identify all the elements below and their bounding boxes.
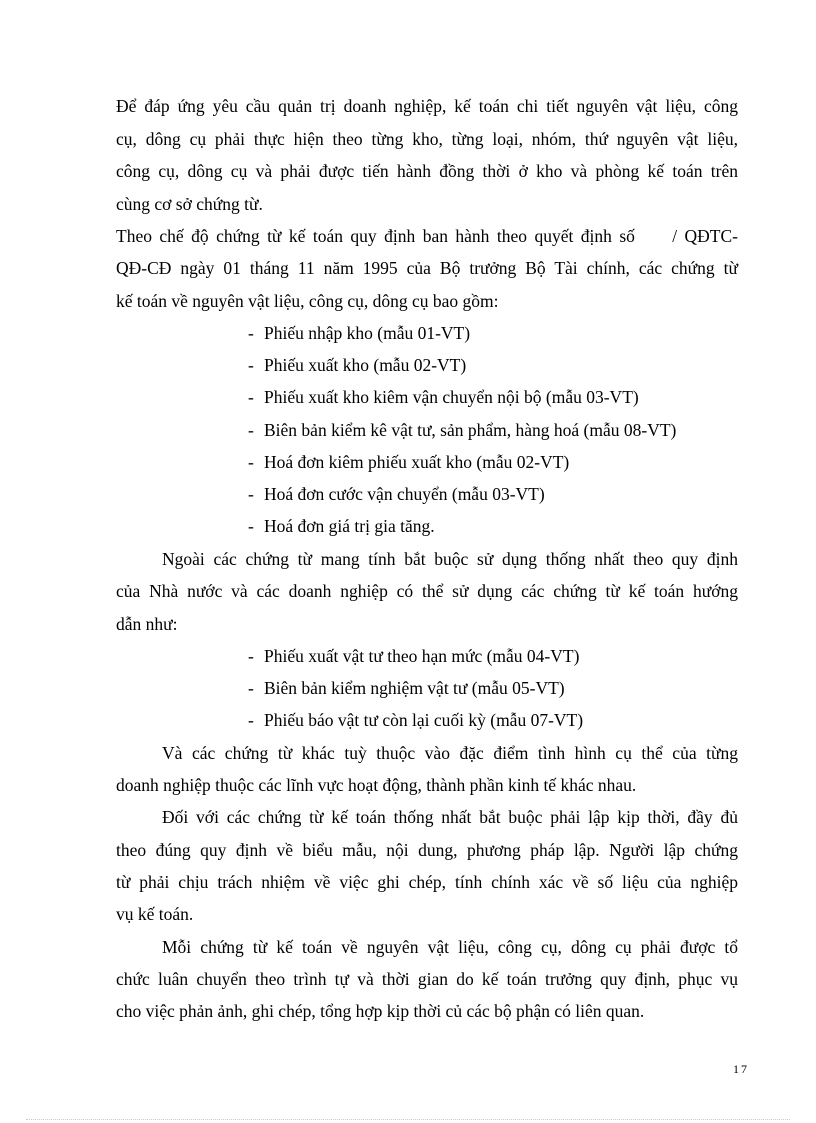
list-item: - Hoá đơn kiêm phiếu xuất kho (mẫu 02-VT) [248, 452, 570, 472]
list-item: - Phiếu xuất vật tư theo hạn mức (mẫu 04-VT) [248, 646, 580, 666]
bullet-marker: - [248, 646, 254, 666]
bullet-marker: - [248, 678, 254, 698]
bullet-marker: - [248, 323, 254, 343]
text-line: Mỗi chứng từ kế toán về nguyên vật liệu, công cụ, dông cụ phải được tổ [162, 937, 738, 957]
text-line: QĐ-CĐ ngày 01 tháng 11 năm 1995 của Bộ trưởng Bộ Tài chính, các chứng từ [116, 258, 738, 278]
list-item: - Hoá đơn giá trị gia tăng. [248, 516, 435, 536]
text-line: công cụ, dông cụ và phải được tiến hành đồng thời ở kho và phòng kế toán trên [116, 161, 738, 181]
list-item: - Biên bản kiểm kê vật tư, sản phẩm, hàng hoá (mẫu 08-VT) [248, 420, 677, 440]
bullet-marker: - [248, 516, 254, 536]
list-item: - Phiếu báo vật tư còn lại cuối kỳ (mẫu 07-VT) [248, 710, 584, 730]
list-item: - Phiếu nhập kho (mẫu 01-VT) [248, 323, 471, 343]
footer-divider [26, 1119, 790, 1120]
text-line: cùng cơ sở chứng từ. [116, 194, 263, 214]
text-line: Để đáp ứng yêu cầu quản trị doanh nghiệp, kế toán chi tiết nguyên vật liệu, công [116, 96, 738, 116]
list-item: - Phiếu xuất kho kiêm vận chuyển nội bộ (mẫu 03-VT) [248, 387, 639, 407]
text-line: cụ, dông cụ phải thực hiện theo từng kho, từng loại, nhóm, thứ nguyên vật liệu, [116, 129, 738, 149]
text-line: doanh nghiệp thuộc các lĩnh vực hoạt động, thành phần kinh tế khác nhau. [116, 775, 637, 795]
page-number: 17 [733, 1062, 749, 1076]
text-line: kế toán về nguyên vật liệu, công cụ, dông cụ bao gồm: [116, 291, 499, 311]
list-item: - Biên bản kiểm nghiệm vật tư (mẫu 05-VT) [248, 678, 565, 698]
text-line: cho việc phản ảnh, ghi chép, tổng hợp kịp thời củ các bộ phận có liên quan. [116, 1001, 645, 1021]
text-line: theo đúng quy định về biểu mẫu, nội dung, phương pháp lập. Người lập chứng [116, 840, 738, 860]
text-line: vụ kế toán. [116, 904, 194, 924]
text-line: Ngoài các chứng từ mang tính bắt buộc sử dụng thống nhất theo quy định [162, 549, 738, 569]
bullet-marker: - [248, 420, 254, 440]
text-line: Theo chế độ chứng từ kế toán quy định ban hành theo quyết định số / QĐTC- [116, 226, 738, 246]
bullet-marker: - [248, 484, 254, 504]
text-line: của Nhà nước và các doanh nghiệp có thể sử dụng các chứng từ kế toán hướng [116, 581, 738, 601]
list-item: - Phiếu xuất kho (mẫu 02-VT) [248, 355, 467, 375]
bullet-marker: - [248, 355, 254, 375]
text-line: từ phải chịu trách nhiệm về việc ghi chép, tính chính xác về số liệu của nghiệp [116, 872, 738, 892]
bullet-marker: - [248, 452, 254, 472]
bullet-marker: - [248, 710, 254, 730]
text-line: Và các chứng từ khác tuỳ thuộc vào đặc điểm tình hình cụ thể của từng [162, 743, 738, 763]
text-line: chức luân chuyển theo trình tự và thời gian do kế toán trưởng quy định, phục vụ [116, 969, 738, 989]
text-line: dẫn như: [116, 614, 178, 634]
bullet-marker: - [248, 387, 254, 407]
text-line: Đối với các chứng từ kế toán thống nhất bắt buộc phải lập kịp thời, đầy đủ [162, 807, 738, 827]
list-item: - Hoá đơn cước vận chuyển (mẫu 03-VT) [248, 484, 545, 504]
